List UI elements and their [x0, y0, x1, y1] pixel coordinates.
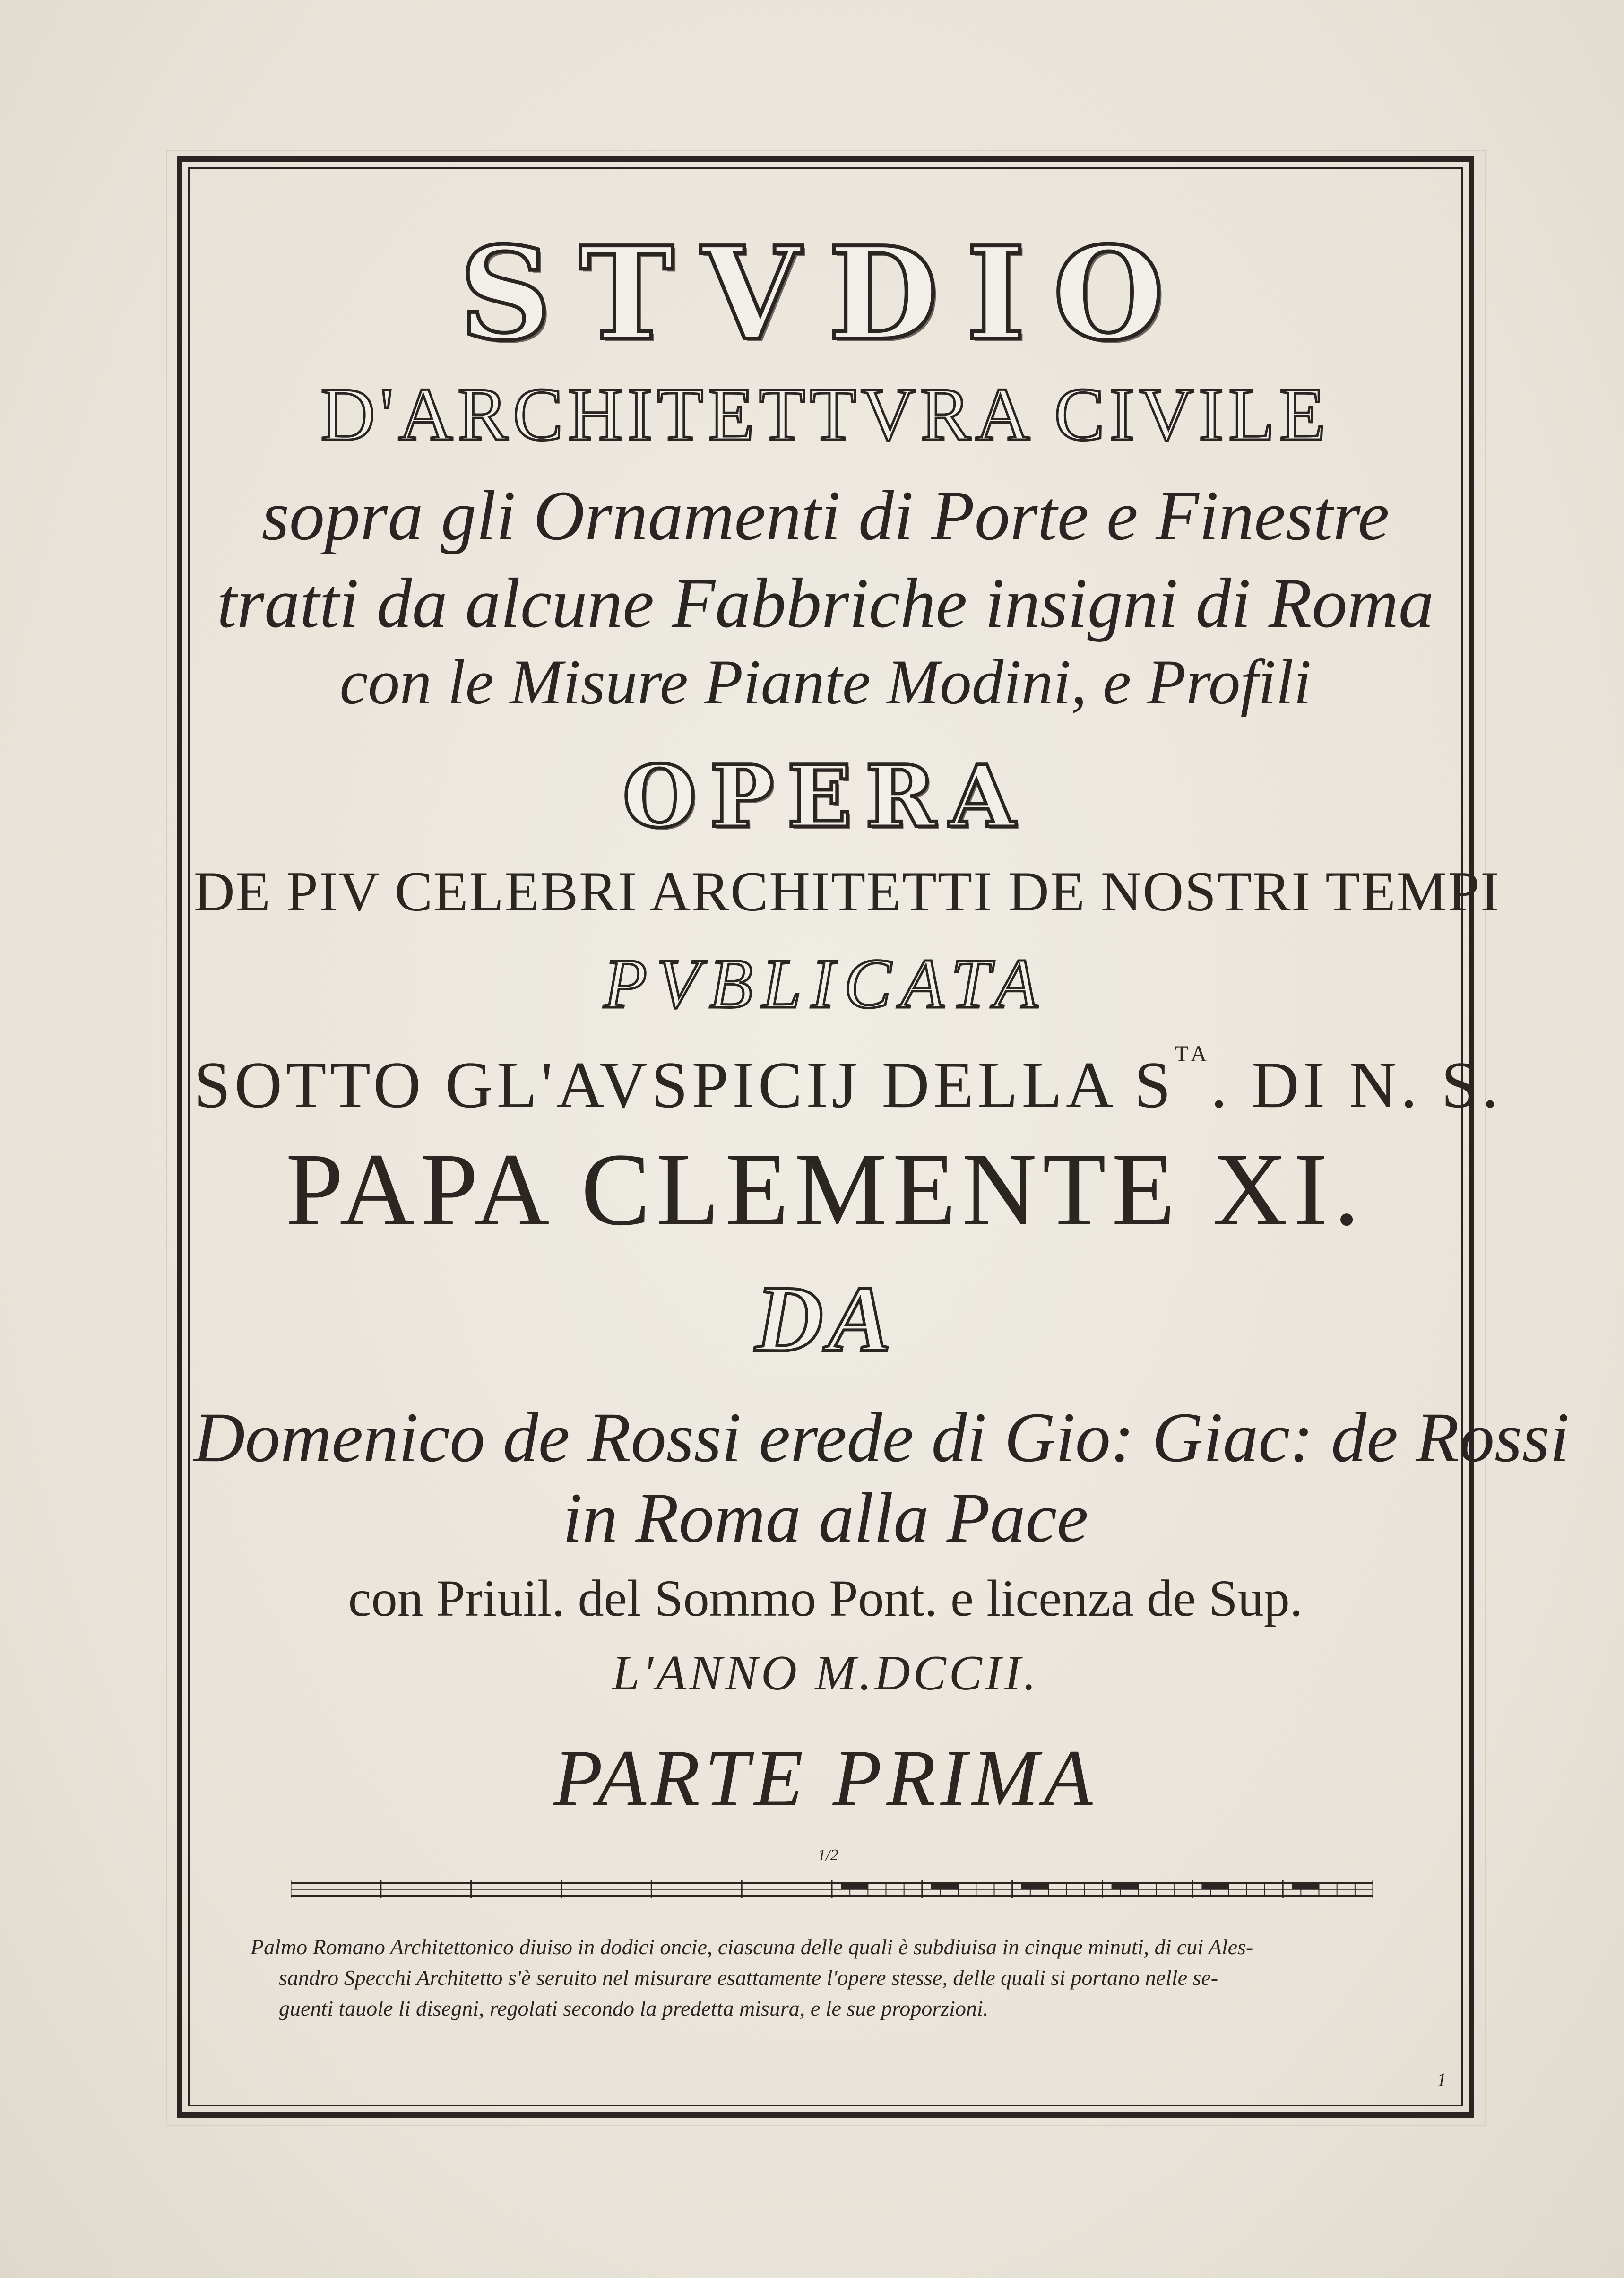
subtitle: D'ARCHITETTVRA CIVILE: [320, 372, 1330, 456]
opera-heading: OPERA: [622, 747, 1028, 847]
year-line: L'ANNO M.DCCII.: [612, 1645, 1039, 1700]
scale-note-line-2: sandro Specchi Architetto s'è seruito nel misurare esattamente l'opere stesse, delle quali si portano nelle se-: [279, 1966, 1218, 1990]
scale-half-label: 1/2: [818, 1846, 838, 1864]
scale-fill-segment: [1292, 1884, 1319, 1889]
da-heading: DA: [755, 1267, 896, 1371]
auspices-before: SOTTO GL'AVSPICIJ DELLA S: [194, 1048, 1175, 1122]
auspices-superscript: TA: [1175, 1041, 1211, 1066]
part-heading: PARTE PRIMA: [553, 1733, 1097, 1822]
publisher-line-2: in Roma alla Pace: [562, 1479, 1088, 1557]
subtitle-line-3: con le Misure Piante Modini, e Profili: [339, 647, 1312, 718]
scale-note-line-1: Palmo Romano Architettonico diuiso in dodici oncie, ciascuna delle quali è subdiuisa in cinque minuti, di cui Ales-: [251, 1935, 1253, 1959]
publisher-line-1: Domenico de Rossi erede di Gio: Giac: de Rossi: [194, 1398, 1570, 1477]
scale-fill-segment: [841, 1884, 868, 1889]
title-page-content: [194, 173, 1570, 2101]
auspices-after: . DI N. S.: [1210, 1048, 1503, 1122]
scale-fill-segment: [1021, 1884, 1048, 1889]
scale-fill-segment: [1112, 1884, 1139, 1889]
scale-fill-segment: [1201, 1884, 1228, 1889]
publicata-heading: PVBLICATA: [604, 944, 1047, 1023]
measuring-scale: [291, 1875, 1373, 1903]
main-title: STVDIO: [459, 218, 1192, 369]
scale-note-line-3: guenti tauole li disegni, regolati secondo la predetta misura, e le sue proporzioni.: [279, 1996, 989, 2020]
scale-fill-segment: [931, 1884, 958, 1889]
pope-name: PAPA CLEMENTE XI.: [285, 1132, 1365, 1247]
architects-line: DE PIV CELEBRI ARCHITETTI DE NOSTRI TEMPI: [194, 860, 1501, 923]
privilege-line: con Priuil. del Sommo Pont. e licenza de Sup.: [348, 1569, 1303, 1627]
subtitle-line-1: sopra gli Ornamenti di Porte e Finestre: [261, 476, 1390, 555]
page-number: 1: [1437, 2069, 1446, 2090]
subtitle-line-2: tratti da alcune Fabbriche insigni di Roma: [217, 564, 1434, 642]
auspices-line: [194, 1041, 1503, 1122]
